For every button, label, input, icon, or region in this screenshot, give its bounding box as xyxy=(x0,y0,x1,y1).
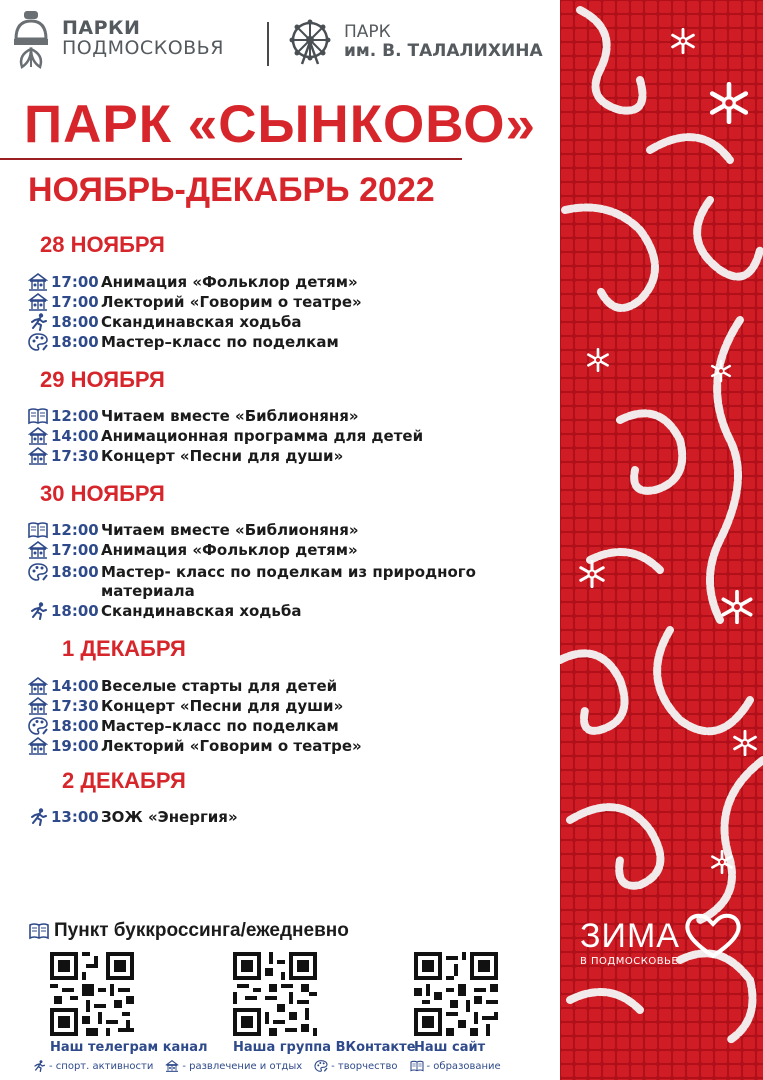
event-time: 17:30 xyxy=(51,447,99,465)
event-row xyxy=(28,541,501,561)
event-row xyxy=(28,677,501,697)
event-time: 12:00 xyxy=(51,521,99,539)
event-row xyxy=(28,717,501,737)
event-name: Лекторий «Говорим о театре» xyxy=(101,737,362,755)
legend-label: - спорт. активности xyxy=(49,1060,154,1072)
event-row xyxy=(28,273,501,293)
day-heading: 29 НОЯБРЯ xyxy=(40,367,165,392)
palette-icon xyxy=(314,1060,328,1072)
event-name: Анимация «Фольклор детям» xyxy=(101,273,358,291)
event-name: Концерт «Песни для души» xyxy=(101,447,344,465)
logo2-line2: им. В. ТАЛАЛИХИНА xyxy=(344,41,543,61)
carousel-icon xyxy=(28,273,48,291)
logo2-line1: ПАРК xyxy=(344,22,391,43)
event-time: 19:00 xyxy=(51,737,99,755)
qr-code-vk[interactable] xyxy=(233,952,317,1036)
event-name: Читаем вместе «Библионяня» xyxy=(101,521,359,539)
event-row xyxy=(28,313,501,333)
event-time: 13:00 xyxy=(51,808,99,826)
palette-icon xyxy=(28,717,48,735)
qr-label-vk: Наша группа ВКонтакте xyxy=(233,1040,416,1055)
event-time: 18:00 xyxy=(51,563,99,581)
icon-legend xyxy=(32,1060,513,1072)
event-row xyxy=(28,447,501,467)
runner-icon xyxy=(28,808,48,826)
book-icon xyxy=(410,1060,424,1072)
bookcrossing-text: Пункт буккроссинга/ежедневно xyxy=(54,920,349,941)
heart-icon xyxy=(682,912,744,960)
legend-label: - творчество xyxy=(331,1060,398,1072)
qr-label-site: Наш сайт xyxy=(414,1040,486,1055)
day-heading: 30 НОЯБРЯ xyxy=(40,481,165,506)
event-row xyxy=(28,737,501,757)
event-row xyxy=(28,333,501,353)
event-time: 18:00 xyxy=(51,313,99,331)
day-heading: 2 ДЕКАБРЯ xyxy=(62,768,186,793)
legend-item xyxy=(32,1060,153,1072)
event-row xyxy=(28,697,501,717)
carousel-icon xyxy=(28,427,48,445)
runner-icon xyxy=(28,602,48,620)
event-name: Анимация «Фольклор детям» xyxy=(101,541,358,559)
zima-line1: ЗИМА xyxy=(580,916,680,955)
event-time: 17:00 xyxy=(51,541,99,559)
bookcrossing-note xyxy=(28,920,349,942)
event-name: Скандинавская ходьба xyxy=(101,313,302,331)
carousel-icon xyxy=(165,1060,179,1072)
event-row xyxy=(28,427,501,447)
qr-label-telegram: Наш телеграм канал xyxy=(50,1040,208,1055)
event-row xyxy=(28,407,501,427)
event-time: 18:00 xyxy=(51,717,99,735)
palette-icon xyxy=(28,333,48,351)
event-time: 17:00 xyxy=(51,273,99,291)
event-time: 17:30 xyxy=(51,697,99,715)
zima-v-podmoskovye-logo xyxy=(580,912,744,967)
event-time: 14:00 xyxy=(51,677,99,695)
event-name: Мастер–класс по поделкам xyxy=(101,333,339,351)
parks-podmoskovya-logo xyxy=(10,8,260,70)
book-icon xyxy=(28,922,50,940)
event-name: ЗОЖ «Энергия» xyxy=(101,808,238,826)
palette-icon xyxy=(28,563,48,581)
legend-item xyxy=(410,1060,501,1072)
carousel-icon xyxy=(28,677,48,695)
qr-code-site[interactable] xyxy=(414,952,498,1036)
ferris-wheel-icon xyxy=(286,18,334,66)
legend-label: - развлечение и отдых xyxy=(182,1060,303,1072)
event-row xyxy=(28,808,501,828)
logo1-line2: ПОДМОСКОВЬЯ xyxy=(62,37,224,59)
event-time: 17:00 xyxy=(51,293,99,311)
book-icon xyxy=(28,407,48,425)
day-heading: 28 НОЯБРЯ xyxy=(40,232,165,257)
event-row xyxy=(28,563,501,603)
carousel-icon xyxy=(28,737,48,755)
event-name: Веселые старты для детей xyxy=(101,677,338,695)
carousel-icon xyxy=(28,541,48,559)
header-divider xyxy=(267,22,269,66)
event-row xyxy=(28,602,501,622)
event-name: Читаем вместе «Библионяня» xyxy=(101,407,359,425)
event-time: 18:00 xyxy=(51,333,99,351)
park-talalikhina-logo xyxy=(286,14,556,70)
day-heading: 1 ДЕКАБРЯ xyxy=(62,636,186,661)
zima-line2: В ПОДМОСКОВЬЕ xyxy=(580,956,679,967)
carousel-icon xyxy=(28,447,48,465)
title-rule xyxy=(0,158,462,160)
event-time: 18:00 xyxy=(51,602,99,620)
event-name: Лекторий «Говорим о театре» xyxy=(101,293,362,311)
legend-label: - образование xyxy=(426,1060,501,1072)
runner-icon xyxy=(28,313,48,331)
legend-item xyxy=(314,1060,397,1072)
runner-icon xyxy=(32,1060,46,1072)
event-name: Мастер–класс по поделкам xyxy=(101,717,339,735)
event-name: Анимационная программа для детей xyxy=(101,427,424,445)
book-icon xyxy=(28,521,48,539)
carousel-icon xyxy=(28,293,48,311)
page-title: ПАРК «СЫНКОВО» xyxy=(24,95,536,154)
event-time: 14:00 xyxy=(51,427,99,445)
qr-code-telegram[interactable] xyxy=(50,952,134,1036)
page-subtitle: НОЯБРЬ-ДЕКАБРЬ 2022 xyxy=(28,171,435,209)
event-name: Скандинавская ходьба xyxy=(101,602,302,620)
event-time: 12:00 xyxy=(51,407,99,425)
event-row xyxy=(28,293,501,313)
event-row xyxy=(28,521,501,541)
leaf-hat-icon xyxy=(10,9,52,69)
logo1-line1: ПАРКИ xyxy=(62,17,141,40)
carousel-icon xyxy=(28,697,48,715)
event-name: Мастер- класс по поделкам из природного материала xyxy=(101,563,476,600)
event-name: Концерт «Песни для души» xyxy=(101,697,344,715)
legend-item xyxy=(165,1060,302,1072)
